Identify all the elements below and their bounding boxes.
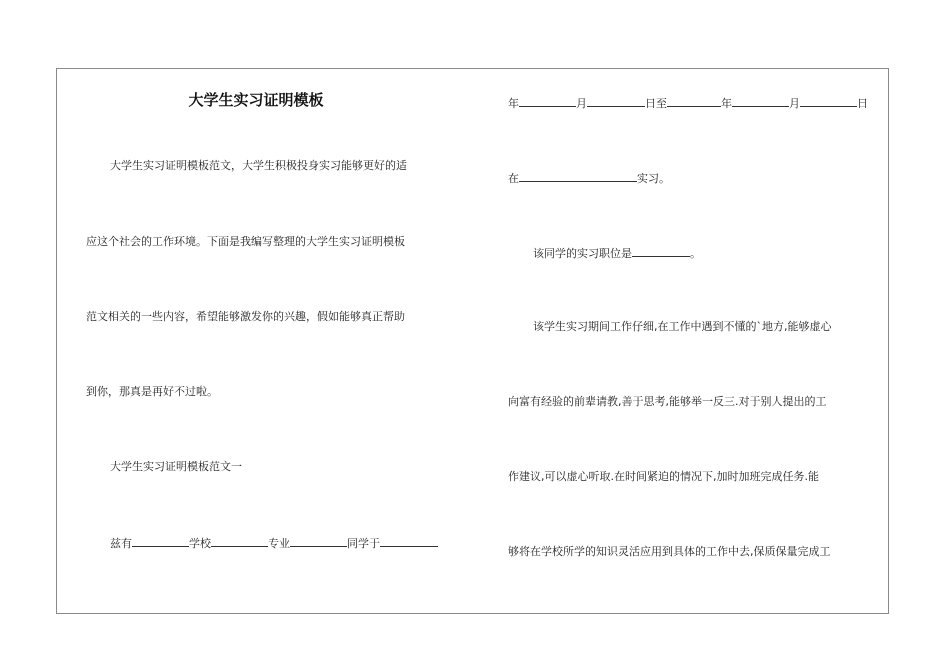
student-name-blank (290, 535, 347, 547)
page-frame (56, 68, 889, 614)
internship-place-line (508, 170, 670, 186)
evaluation-line-2: 向富有经验的前辈请教,善于思考,能够举一反三.对于别人提出的工 (508, 395, 827, 408)
position-text: 该同学的实习职位是 (533, 247, 632, 260)
date-text-day-to: 日至 (645, 97, 667, 110)
form-text-school: 学校 (189, 537, 211, 550)
form-text-major: 专业 (268, 537, 290, 550)
document-title: 大学生实习证明模板 (188, 91, 324, 109)
intro-line-4: 到你，那真是再好不过啦。 (86, 385, 218, 398)
position-text-end: 。 (690, 247, 701, 260)
start-day-blank (587, 95, 645, 107)
date-text-day-2: 日 (857, 97, 868, 110)
certificate-form-line (110, 535, 438, 551)
evaluation-line-3: 作建议,可以虚心听取.在时间紧迫的情况下,加时加班完成任务.能 (508, 470, 819, 483)
section-heading: 大学生实习证明模板范文一 (110, 460, 242, 473)
school-name-blank (132, 535, 189, 547)
company-name-blank (519, 170, 637, 182)
internship-position-line (533, 245, 701, 261)
start-month-blank (519, 95, 576, 107)
form-text-zi-you: 兹有 (110, 537, 132, 550)
intro-line-1: 大学生实习证明模板范文，大学生积极投身实习能够更好的适 (110, 159, 407, 172)
start-year-blank (380, 535, 438, 547)
date-text-year-2: 年 (721, 97, 732, 110)
intro-line-3: 范文相关的一些内容，希望能够激发你的兴趣，假如能够真正帮助 (86, 310, 405, 323)
date-text-year: 年 (508, 97, 519, 110)
end-month-blank (732, 95, 789, 107)
date-text-month-2: 月 (789, 97, 800, 110)
form-text-student-on: 同学于 (347, 537, 380, 550)
intro-line-2: 应这个社会的工作环境。下面是我编写整理的大学生实习证明模板 (86, 235, 405, 248)
evaluation-line-4: 够将在学校所学的知识灵活应用到具体的工作中去,保质保量完成工 (508, 545, 831, 558)
place-text-intern: 实习。 (637, 172, 670, 185)
evaluation-line-1: 该学生实习期间工作仔细,在工作中遇到不懂的`地方,能够虚心 (533, 320, 832, 333)
place-text-at: 在 (508, 172, 519, 185)
end-day-blank (800, 95, 857, 107)
major-blank (211, 535, 268, 547)
date-range-line (508, 95, 868, 111)
date-text-month: 月 (576, 97, 587, 110)
position-blank (632, 245, 690, 257)
end-year-blank (667, 95, 721, 107)
